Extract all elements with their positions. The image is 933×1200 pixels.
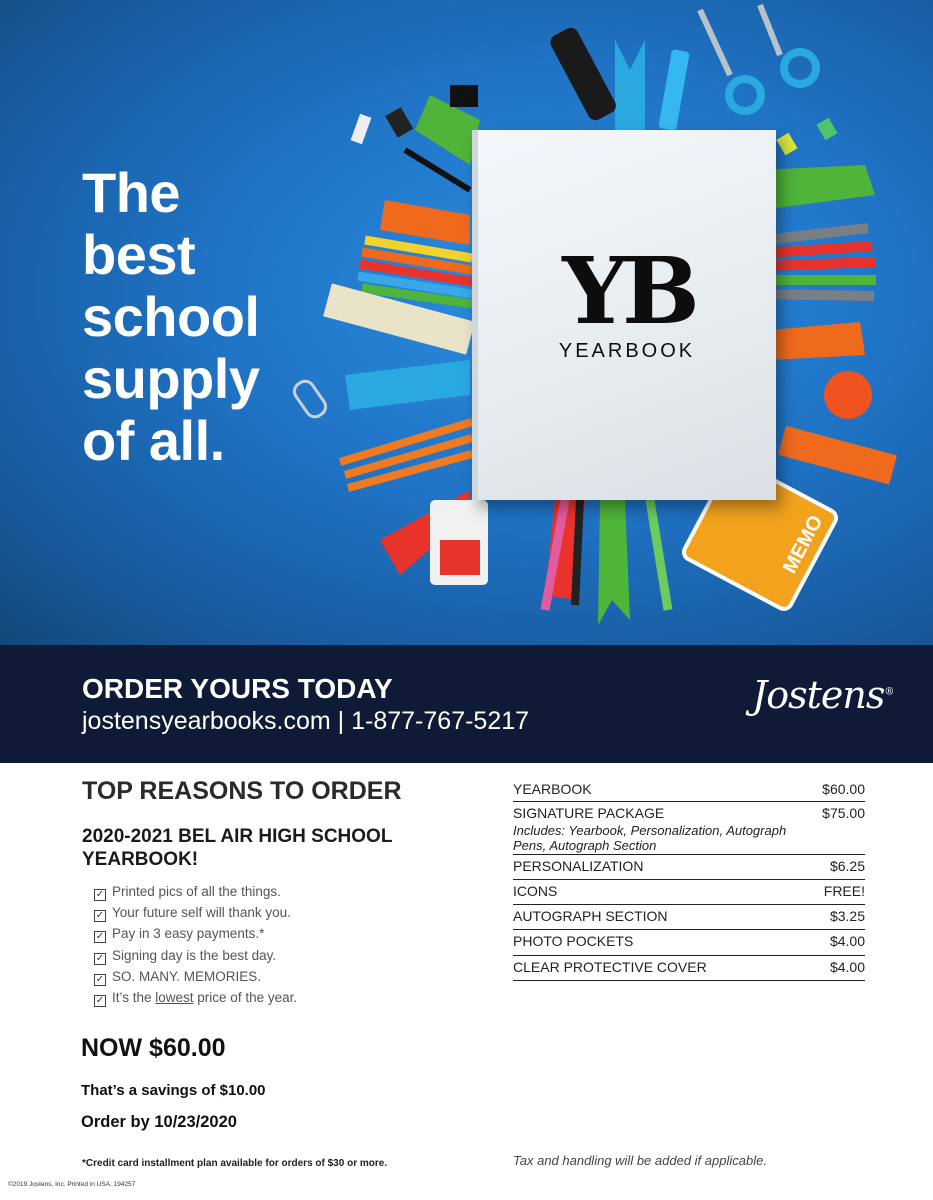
memo-label: MEMO [778,511,828,578]
table-row [513,802,865,855]
table-row [513,905,865,930]
row-label: PERSONALIZATION [513,858,644,874]
felt-ribbon [380,200,470,245]
marker [765,262,875,266]
row-label: CLEAR PROTECTIVE COVER [513,959,707,975]
scissors-handle [784,52,816,84]
felt-ribbon [345,360,470,410]
checkbox-icon: ✓ [95,994,105,1006]
table-row [513,930,865,956]
rubber-band-ball [824,371,872,419]
list-item [94,902,297,923]
list-item-text: Printed pics of all the things. [112,884,281,899]
list-item-text-after: price of the year. [193,989,298,1005]
list-item-text: SO. MANY. MEMORIES. [112,968,262,984]
checkbox-icon: ✓ [95,952,105,964]
binder-clip [450,85,478,107]
row-amount: $60.00 [822,781,865,797]
table-row [513,855,865,880]
clothespin [385,107,413,138]
felt-ribbon [760,165,875,210]
list-item [94,881,297,902]
order-banner [0,645,933,763]
eraser [776,133,797,156]
yearbook-logo-word: YEARBOOK [558,340,696,362]
yearbook-cover [472,130,776,500]
marker [765,228,868,240]
scissors-blade [700,10,730,75]
felt-ribbon [770,322,865,360]
list-item-text-before: It’s the [112,989,156,1005]
table-row [513,956,865,981]
list-item-text: Your future self will thank you. [112,905,291,921]
tape-roll [778,426,897,485]
sticky-flag [440,540,480,575]
row-label: PHOTO POCKETS [513,933,634,949]
list-item-text: Pay in 3 easy payments.* [112,926,265,942]
checkbox-icon: ✓ [95,973,105,985]
row-amount: FREE! [823,883,865,899]
row-label: YEARBOOK [513,781,592,797]
scissors-handle [729,79,761,111]
sale-price: NOW $60.00 [81,1034,226,1062]
checkbox-icon: ✓ [95,931,105,943]
marker [765,246,872,253]
order-deadline: Order by 10/23/2020 [81,1113,237,1131]
row-label: AUTOGRAPH SECTION [513,908,668,924]
row-amount: $3.25 [829,908,865,924]
checkbox-icon: ✓ [95,889,105,900]
headline-line: supply [82,347,260,410]
highlighter [650,500,668,610]
savings-text: That’s a savings of $10.00 [81,1082,266,1099]
banner-title: ORDER YOURS TODAY [82,673,393,704]
yearbook-logo: YB [562,237,694,345]
registered-mark: ® [884,686,894,698]
checkbox-icon: ✓ [95,910,105,922]
highlighter [658,49,690,131]
scissors-blade [760,5,780,55]
marker [765,294,874,296]
clothespin [351,114,372,144]
row-label: ICONS [513,883,558,899]
row-subtext: Includes: Yearbook, Personalization, Autograph Pens, Autograph Section [513,823,787,853]
price-table [513,778,865,981]
reasons-list [94,881,297,1008]
row-amount: $6.25 [829,858,865,874]
row-amount: $4.00 [829,933,865,949]
felt-ribbon [598,500,630,625]
pen [575,500,580,605]
school-title: 2020-2021 BEL AIR HIGH SCHOOL YEARBOOK! [82,826,393,870]
table-row [513,778,865,802]
row-amount: $75.00 [822,805,865,821]
felt-ribbon [615,40,645,135]
headline-line: The [82,161,181,224]
eraser [816,118,837,141]
list-item-text-underlined: lowest [155,989,194,1005]
row-label: SIGNATURE PACKAGE [513,805,665,821]
stapler [548,25,619,123]
list-item-text: Signing day is the best day. [112,947,277,963]
reasons-title: TOP REASONS TO ORDER [82,777,402,805]
jostens-logo [752,673,893,717]
row-amount: $4.00 [829,959,865,975]
list-item [94,923,297,944]
headline-line: school [82,285,260,348]
list-item [94,987,297,1008]
credit-note: *Credit card installment plan available for orders of $30 or more. [82,1158,388,1169]
list-item [94,966,297,987]
headline-line: best [82,223,196,286]
list-item [94,945,297,966]
jostens-logo-text: Jostens [752,673,885,717]
headline-line: of all. [82,409,225,472]
hero-headline [82,162,342,472]
table-row [513,880,865,905]
tax-note: Tax and handling will be added if applicable. [513,1153,767,1168]
banner-contact: jostensyearbooks.com | 1-877-767-5217 [82,707,530,735]
copyright: ©2019 Jostens, Inc. Printed in USA. 194257 [8,1181,136,1188]
